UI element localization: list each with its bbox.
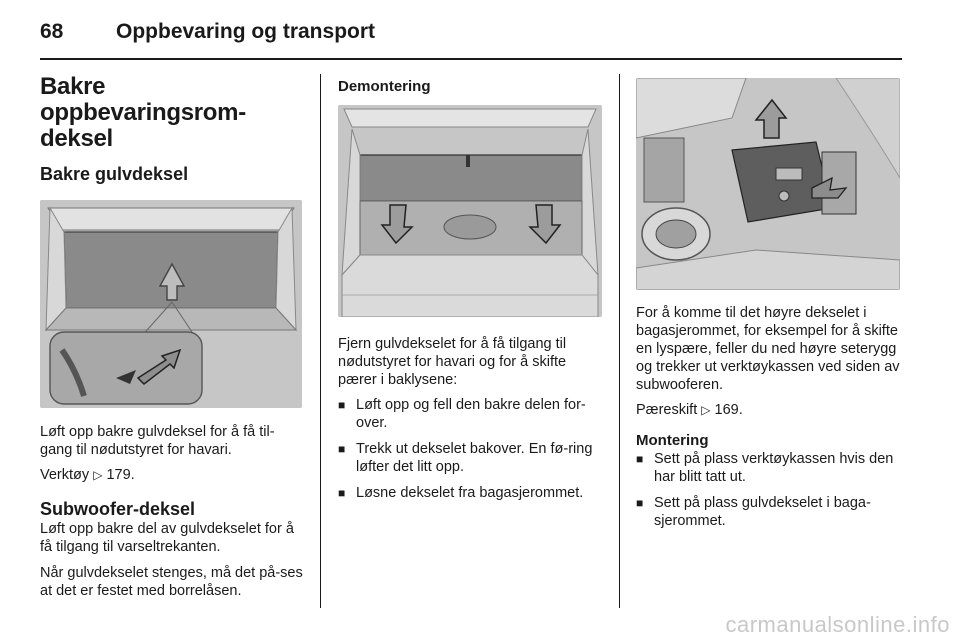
installation-step-2: ■ Sett på plass gulvdekselet i baga-sjerommet. [636,494,902,530]
removal-intro: Fjern gulvdekselet for å få tilgang til nødutstyret for havari og for å skifte pærer i baklysene: [338,336,567,388]
installation-step-1: ■ Sett på plass verktøykassen hvis den har blitt tatt ut. [636,450,902,486]
subwoofer-heading: Subwoofer-deksel [40,499,196,519]
paragraph-right-cover-access: For å komme til det høyre dekselet i bagasjerommet, for eksempel for å skifte en lyspære, feller du ned høyre seterygg og trekker ut verktøykassen ved siden av subwooferen. [636,305,900,393]
subtitle-rear-floor-cover: Bakre gulvdeksel [40,164,189,184]
right-cover-illustration [636,78,900,290]
bulb-reference-page[interactable]: 169. [714,402,743,418]
section-title: Oppbevaring og transport [116,20,376,43]
installation-steps [636,450,902,530]
figure-removal [338,105,602,317]
removal-step-2: ■ Trekk ut dekselet bakover. En fø-ring løfter det litt opp. [338,440,604,476]
figure-right-cover [636,78,900,290]
installation-heading: Montering [636,432,709,449]
paragraph-lift-rear-floor-cover: Løft opp bakre gulvdeksel for å få til-gang til nødutstyret for havari. [40,424,275,458]
tool-reference-label: Verktøy [40,467,90,483]
bulb-reference [636,401,902,419]
page-reference-arrow-icon: ▷ [701,403,711,417]
paragraph-subwoofer-cover: Løft opp bakre del av gulvdekselet for å få tilgang til varseltrekanten. [40,521,294,555]
page-reference-arrow-icon: ▷ [93,468,103,482]
paragraph-velcro-note: Når gulvdekselet stenges, må det på-ses at det er festet med borrelåsen. [40,565,303,599]
removal-step-3: ■ Løsne dekselet fra bagasjerommet. [338,484,604,502]
tool-reference [40,466,306,484]
page-number: 68 [40,20,64,43]
column-2 [338,74,604,502]
page-title: Bakre oppbevaringsrom-deksel [40,73,246,152]
removal-step-1: ■ Løft opp og fell den bakre delen for-over. [338,396,604,432]
column-divider-1 [320,74,321,608]
column-3 [636,74,902,530]
watermark: carmanualsonline.info [725,612,950,637]
bulb-reference-label: Pæreskift [636,402,698,418]
column-1 [40,74,306,600]
removal-illustration [338,105,602,317]
removal-heading: Demontering [338,78,431,95]
removal-steps [338,396,604,502]
header-rule [40,58,902,60]
page-header [40,18,902,58]
figure-rear-floor-cover [40,200,302,408]
rear-floor-cover-illustration [40,200,302,408]
column-divider-2 [619,74,620,608]
tool-reference-page[interactable]: 179. [106,467,135,483]
